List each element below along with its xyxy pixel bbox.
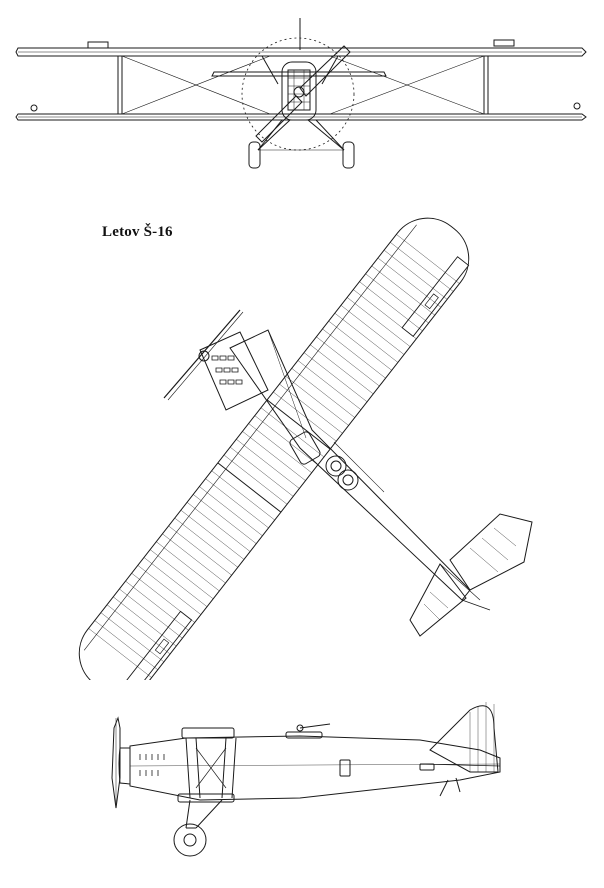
plan-view	[0, 180, 604, 680]
front-view	[0, 0, 604, 190]
side-view	[0, 688, 604, 888]
aircraft-title: Letov Š-16	[102, 224, 173, 240]
